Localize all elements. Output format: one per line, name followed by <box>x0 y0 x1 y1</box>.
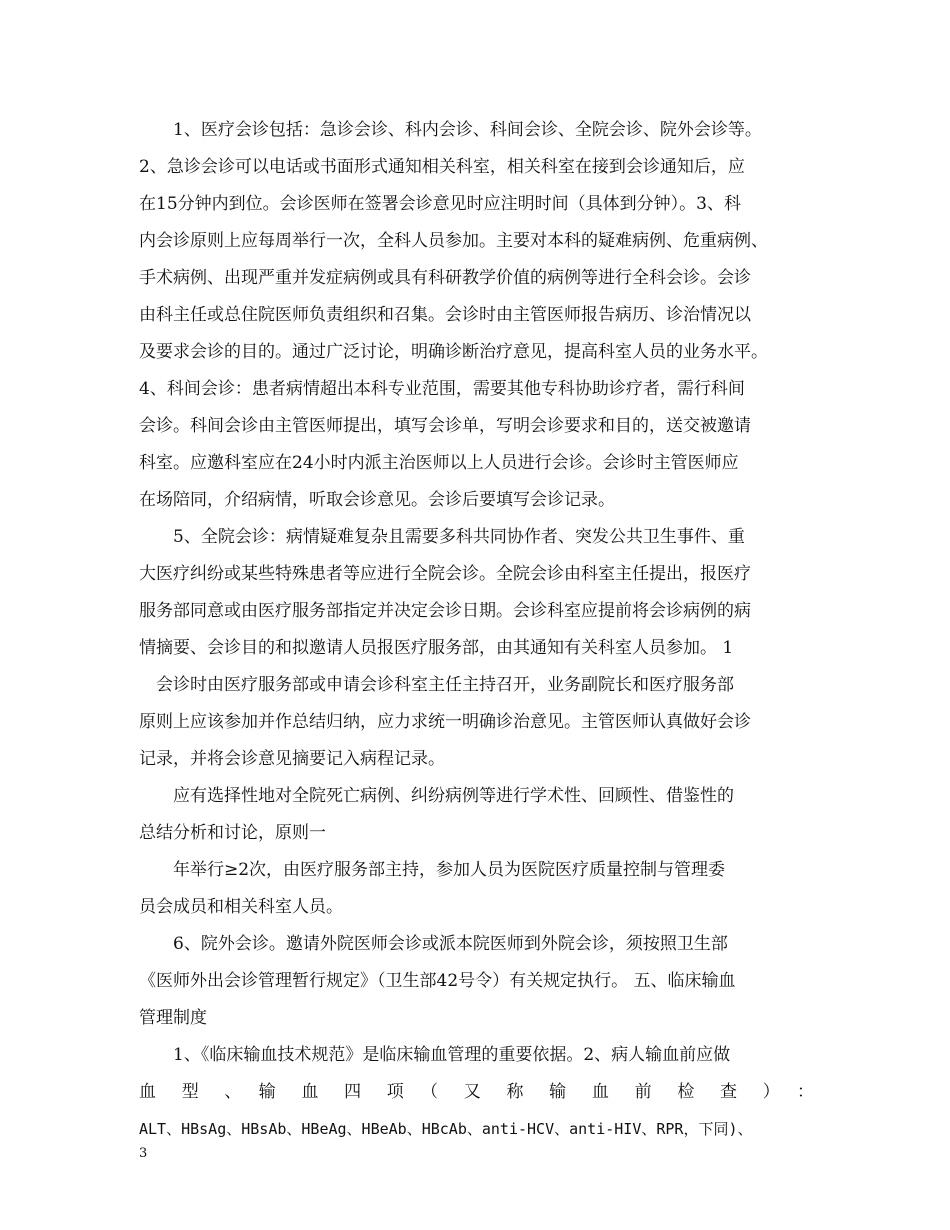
text-line: 会诊时由医疗服务部或申请会诊科室主任主持召开，业务副院长和医疗服务部 <box>139 675 734 695</box>
text-line: 4、科间会诊：患者病情超出本科专业范围，需要其他专科协助诊疗者，需行科间 <box>139 379 745 399</box>
text-line: 1、《临床输血技术规范》是临床输血管理的重要依据。2、病人输血前应做 <box>139 1045 731 1065</box>
text-line: 员会成员和相关科室人员。 <box>139 897 343 917</box>
text-line: 记录，并将会诊意见摘要记入病程记录。 <box>139 749 445 769</box>
text-line: 应有选择性地对全院死亡病例、纠纷病例等进行学术性、回顾性、借鉴性的 <box>139 786 734 806</box>
paragraph-case-review <box>139 778 814 852</box>
paragraph-annual-review <box>139 852 814 926</box>
paragraph-consultation-meeting <box>139 667 814 778</box>
text-line: 科室。应邀科室应在24小时内派主治医师以上人员进行会诊。会诊时主管医师应 <box>139 453 739 473</box>
text-line: 服务部同意或由医疗服务部指定并决定会诊日期。会诊科室应提前将会诊病例的病 <box>139 601 751 621</box>
text-line: 情摘要、会诊目的和拟邀请人员报医疗服务部，由其通知有关科室人员参加。 1 <box>139 638 734 658</box>
text-line: 总结分析和讨论，原则一 <box>139 823 326 843</box>
text-line: 5、全院会诊：病情疑难复杂且需要多科共同协作者、突发公共卫生事件、重 <box>139 527 745 547</box>
text-line: 会诊。科间会诊由主管医师提出，填写会诊单，写明会诊要求和目的，送交被邀请 <box>139 416 751 436</box>
text-line: 在场陪同，介绍病情，听取会诊意见。会诊后要填写会诊记录。 <box>139 490 615 510</box>
page-number: 3 <box>139 1146 148 1161</box>
text-line: ALT、HBsAg、HBsAb、HBeAg、HBeAb、HBcAb、anti-HCV、anti-HIV、RPR，下同)、 <box>139 1120 753 1138</box>
paragraph-hospital-wide-consultation <box>139 519 814 667</box>
text-line: 管理制度 <box>139 1008 207 1028</box>
text-line: 手术病例、出现严重并发症病例或具有科研教学价值的病例等进行全科会诊。会诊 <box>139 268 751 288</box>
text-line: 6、院外会诊。邀请外院医师会诊或派本院医师到外院会诊，须按照卫生部 <box>139 934 728 954</box>
text-line: 原则上应该参加并作总结归纳，应力求统一明确诊治意见。主管医师认真做好会诊 <box>139 712 751 732</box>
paragraph-consultation-types <box>139 112 814 519</box>
text-line: 2、急诊会诊可以电话或书面形式通知相关科室，相关科室在接到会诊通知后，应 <box>139 157 745 177</box>
text-line: 年举行≥2次，由医疗服务部主持，参加人员为医院医疗质量控制与管理委 <box>139 860 726 880</box>
text-line: 《医师外出会诊管理暂行规定》（卫生部42号令）有关规定执行。 五、临床输血 <box>139 971 736 991</box>
text-line: 由科主任或总住院医师负责组织和召集。会诊时由主管医师报告病历、诊治情况以 <box>139 305 751 325</box>
text-line: 大医疗纠纷或某些特殊患者等应进行全院会诊。全院会诊由科室主任提出，报医疗 <box>139 564 751 584</box>
text-line: 在15分钟内到位。会诊医师在签署会诊意见时应注明时间（具体到分钟）。3、科 <box>139 194 741 214</box>
paragraph-transfusion-management <box>139 1037 814 1148</box>
text-line: 内会诊原则上应每周举行一次，全科人员参加。主要对本科的疑难病例、危重病例、 <box>139 231 768 251</box>
text-line: 血 型 、 输 血 四 项 （ 又 称 输 血 前 检 查 ） ： <box>139 1082 814 1102</box>
text-line: 及要求会诊的目的。通过广泛讨论，明确诊断治疗意见，提高科室人员的业务水平。 <box>139 342 768 362</box>
paragraph-external-consultation <box>139 926 814 1037</box>
text-line: 1、医疗会诊包括：急诊会诊、科内会诊、科间会诊、全院会诊、院外会诊等。 <box>139 120 762 140</box>
